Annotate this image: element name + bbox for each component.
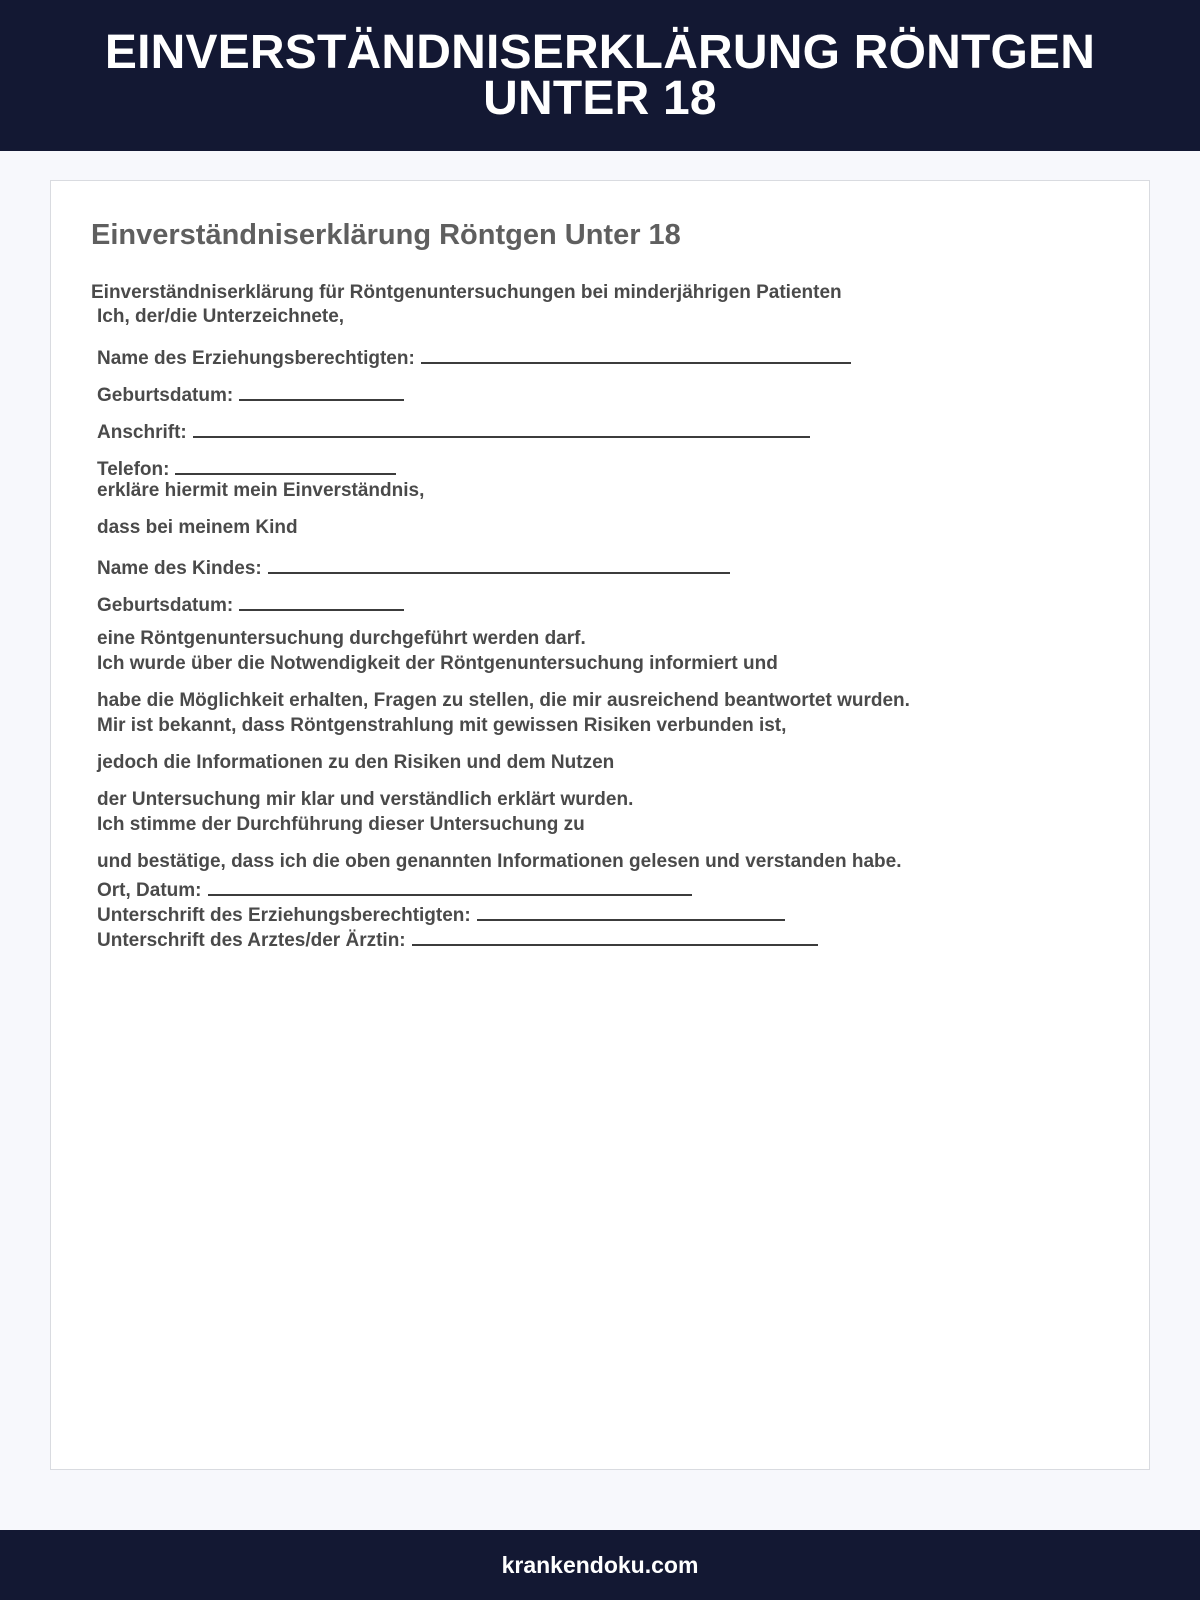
- document-card: [50, 180, 1150, 1470]
- doctor-signature-label: Unterschrift des Arztes/der Ärztin:: [97, 930, 406, 951]
- address-field[interactable]: [193, 418, 810, 438]
- address-row: [97, 418, 810, 444]
- page-title: EINVERSTÄNDNISERKLÄRUNG RÖNTGEN UNTER 18: [104, 25, 1096, 125]
- phone-row: [97, 455, 396, 481]
- guardian-signature-field[interactable]: [477, 901, 785, 921]
- document-title: Einverständniserklärung Röntgen Unter 18: [91, 219, 681, 251]
- guardian-birthdate-label: Geburtsdatum:: [97, 385, 234, 406]
- risk-line-1: Mir ist bekannt, dass Röntgenstrahlung mit gewissen Risiken verbunden ist,: [97, 715, 787, 736]
- guardian-signature-row: [97, 901, 785, 927]
- phone-field[interactable]: [175, 455, 396, 475]
- place-date-label: Ort, Datum:: [97, 880, 202, 901]
- guardian-name-row: [97, 344, 851, 370]
- guardian-birthdate-field[interactable]: [239, 381, 404, 401]
- risk-line-2: jedoch die Informationen zu den Risiken und dem Nutzen: [97, 752, 615, 773]
- consent-line: erkläre hiermit mein Einverständnis,: [97, 480, 425, 501]
- phone-label: Telefon:: [97, 459, 170, 480]
- footer-banner: [0, 1530, 1200, 1600]
- informed-line-1: Ich wurde über die Notwendigkeit der Röntgenuntersuchung informiert und: [97, 653, 778, 674]
- document-subtitle: Einverständniserklärung für Röntgenuntersuchungen bei minderjährigen Patienten: [91, 282, 842, 303]
- agree-line-2: und bestätige, dass ich die oben genannten Informationen gelesen und verstanden habe.: [97, 851, 902, 872]
- footer-site-link[interactable]: krankendoku.com: [501, 1551, 699, 1578]
- intro-line: Ich, der/die Unterzeichnete,: [97, 306, 345, 327]
- header-banner: [0, 0, 1200, 151]
- child-line: dass bei meinem Kind: [97, 517, 298, 538]
- child-name-row: [97, 554, 730, 580]
- child-birthdate-field[interactable]: [239, 591, 404, 611]
- place-date-row: [97, 876, 692, 902]
- informed-line-2: habe die Möglichkeit erhalten, Fragen zu stellen, die mir ausreichend beantwortet wurden.: [97, 690, 910, 711]
- doctor-signature-field[interactable]: [412, 926, 818, 946]
- place-date-field[interactable]: [208, 876, 692, 896]
- exam-line: eine Röntgenuntersuchung durchgeführt werden darf.: [97, 628, 586, 649]
- child-birthdate-row: [97, 591, 404, 617]
- guardian-name-field[interactable]: [421, 344, 851, 364]
- address-label: Anschrift:: [97, 422, 187, 443]
- agree-line-1: Ich stimme der Durchführung dieser Untersuchung zu: [97, 814, 585, 835]
- guardian-name-label: Name des Erziehungsberechtigten:: [97, 348, 415, 369]
- guardian-signature-label: Unterschrift des Erziehungsberechtigten:: [97, 905, 471, 926]
- child-name-field[interactable]: [268, 554, 730, 574]
- child-birthdate-label: Geburtsdatum:: [97, 595, 234, 616]
- doctor-signature-row: [97, 926, 818, 952]
- guardian-birthdate-row: [97, 381, 404, 407]
- child-name-label: Name des Kindes:: [97, 558, 262, 579]
- risk-line-3: der Untersuchung mir klar und verständlich erklärt wurden.: [97, 789, 634, 810]
